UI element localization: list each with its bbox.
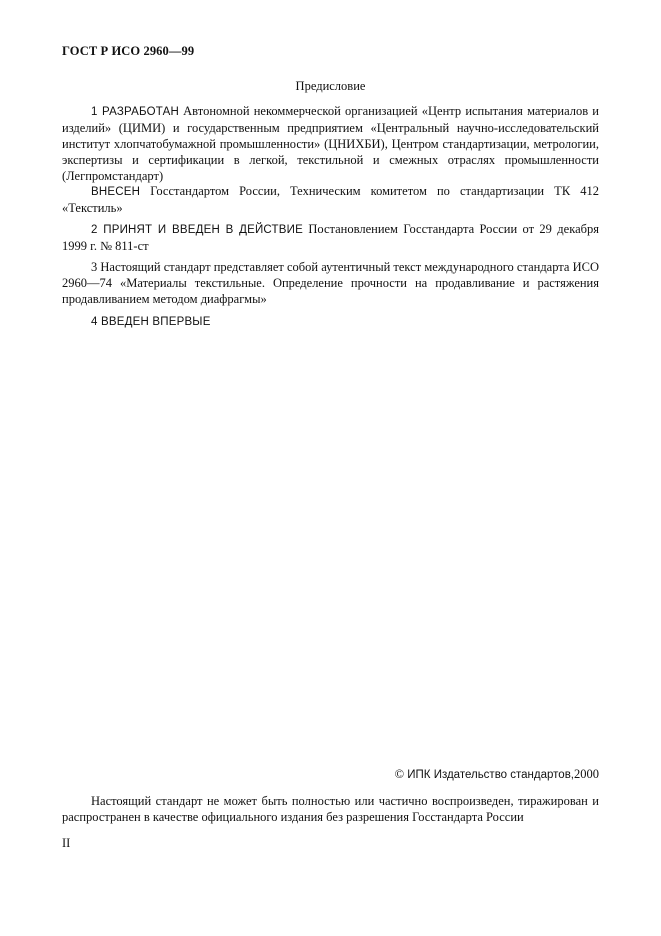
preface-item-developed — [62, 103, 599, 184]
preface-title: Предисловие — [295, 79, 366, 93]
copyright-line — [395, 767, 599, 782]
item-text: Госстандартом России, Техническим комитетом по стандартизации ТК 412 «Текстиль» — [62, 184, 599, 215]
item-text: 3 Настоящий стандарт представляет собой аутентичный текст международного стандарта ИСО 2960—74 «Материалы текстильные. Определение прочности на продавливание и растяжения продавливанием методом диафрагмы» — [62, 260, 599, 306]
preface-item-introduced — [62, 183, 599, 216]
preface-item-adopted — [62, 221, 599, 254]
document-code: ГОСТ Р ИСО 2960—99 — [62, 44, 195, 58]
item-lead: 2 ПРИНЯТ И ВВЕДЕН В ДЕЙСТВИЕ — [91, 224, 303, 236]
copyright-year: 2000 — [574, 767, 599, 781]
item-text: Автономной некоммерческой организацией «Центр испытания материалов и изделий» (ЦИМИ) и государственным предприятием «Центральный научно-исследовательский институт хлопчатобумажной промышленности» (ЦНИХБИ), Центром стандартизации, метрологии, экспертизы и сертификации в легкой, текстильной и смежных отраслях промышленности (Легпромстандарт) — [62, 104, 599, 183]
preface-item-first-introduced — [62, 313, 599, 330]
copyright-symbol: © — [394, 767, 405, 781]
item-lead: ВНЕСЕН — [91, 186, 141, 198]
preface-item-authentic-text — [62, 259, 599, 307]
item-lead: 1 РАЗРАБОТАН — [91, 106, 179, 118]
page-number: II — [62, 836, 71, 850]
reproduction-notice: Настоящий стандарт не может быть полностью или частично воспроизведен, тиражирован и распространен в качестве официального издания без разрешения Госстандарта России — [62, 794, 599, 824]
copyright-org: ИПК Издательство стандартов, — [407, 769, 574, 781]
item-lead: 4 ВВЕДЕН ВПЕРВЫЕ — [91, 316, 211, 328]
item-text: Постановлением Госстандарта России от 29 декабря 1999 г. № 811-ст — [62, 222, 600, 253]
